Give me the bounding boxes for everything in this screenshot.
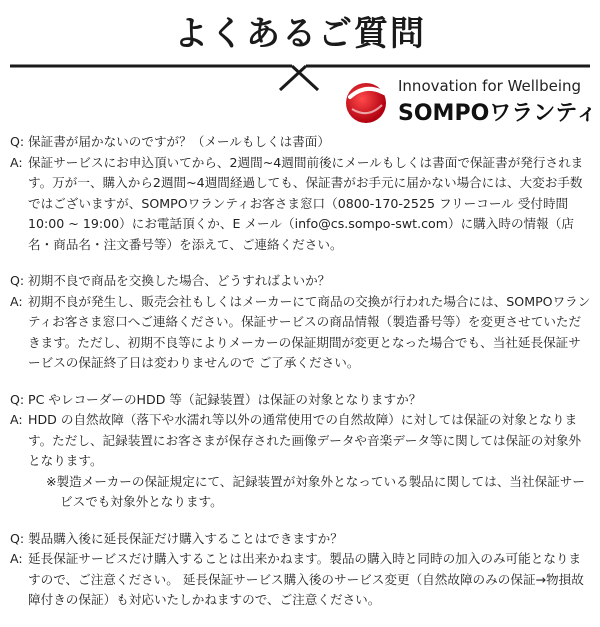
faq-item bbox=[10, 529, 592, 611]
question-prefix: Q: bbox=[10, 530, 25, 546]
answer-prefix: A: bbox=[10, 412, 23, 427]
question-prefix: Q: bbox=[10, 134, 25, 149]
faq-item bbox=[10, 271, 592, 374]
faq-answer-row bbox=[10, 549, 592, 611]
faq-answer: 初期不良が発生し、販売会社もしくはメーカーにて商品の交換が行われた場合には、SOMPOワランティお客さま窓口へご連絡ください。保証サービスの商品情報（製造番号等）を変更させていただきます。ただし、初期不良等によりメーカーの保証期間が変更となった場合でも、当社延長保証サービスの保証終了日は変わりませんので ご了承ください。 bbox=[28, 293, 591, 370]
faq-question: PC やレコーダーのHDD 等（記録装置）は保証の対象となりますか？ bbox=[28, 391, 422, 407]
answer-prefix: A: bbox=[10, 293, 23, 309]
faq-question: 保証書が届かないのですが？（メールもしくは書面） bbox=[28, 134, 330, 149]
answer-prefix: A: bbox=[10, 551, 23, 566]
faq-list bbox=[10, 132, 592, 627]
page-title: よくあるご質問 bbox=[174, 14, 426, 54]
faq-answer: 延長保証サービスだけ購入することは出来かねます。製品の購入時と同時の加入のみ可能となりますので、ご注意ください。 延長保証サービス購入後のサービス変更（自然故障のみの保証→物損故障付きの保証）も対応いたしかねますので、ご注意ください。 bbox=[28, 551, 584, 607]
faq-question-row bbox=[10, 271, 592, 292]
faq-answer-row bbox=[10, 410, 592, 513]
faq-question-row bbox=[10, 529, 592, 550]
question-prefix: Q: bbox=[10, 273, 25, 288]
faq-question-row bbox=[10, 390, 592, 411]
faq-item bbox=[10, 132, 592, 255]
sompo-logo-icon bbox=[342, 79, 392, 125]
faq-answer-row bbox=[10, 292, 592, 374]
brand-tagline: Innovation for Wellbeing bbox=[398, 77, 582, 95]
faq-question: 初期不良で商品を交換した場合、どうすればよいか？ bbox=[28, 273, 331, 288]
faq-answer: HDD の自然故障（落下や水濡れ等以外の通常使用での自然故障）に対しては保証の対象となります。ただし、記録装置にお客さまが保存された画像データや音楽データ等に関しては保証の対象外となります。 bbox=[28, 412, 582, 468]
brand-name: SOMPOワランティ bbox=[398, 101, 598, 126]
faq-answer-block bbox=[28, 410, 592, 513]
faq-question: 製品購入後に延長保証だけ購入することはできますか？ bbox=[28, 530, 343, 546]
faq-item bbox=[10, 390, 592, 513]
question-prefix: Q: bbox=[10, 391, 25, 407]
faq-answer-row bbox=[10, 153, 592, 256]
faq-question-row bbox=[10, 132, 592, 153]
answer-prefix: A: bbox=[10, 154, 23, 170]
faq-answer: 保証サービスにお申込頂いてから、2週間~4週間前後にメールもしくは書面で保証書が発行されます。万が一、購入から2週間~4週間経過しても、保証書がお手元に届かない場合には、大変お手数ではございますが、SOMPOワランティお客さま窓口（0800-170-2525 フリーコール 受付時間 10:00 ~ 19:00）にお電話頂くか、E メール（info@cs.sompo-swt.com）に購入時の情報（店名・商品名・注文番号等）を添えて、ご連絡ください。 bbox=[28, 154, 584, 252]
faq-note: ※製造メーカーの保証規定にて、記録装置が対象外となっている製品に関しては、当社保証サービスでも対象外となります。 bbox=[46, 473, 585, 509]
brand-block bbox=[342, 75, 598, 126]
